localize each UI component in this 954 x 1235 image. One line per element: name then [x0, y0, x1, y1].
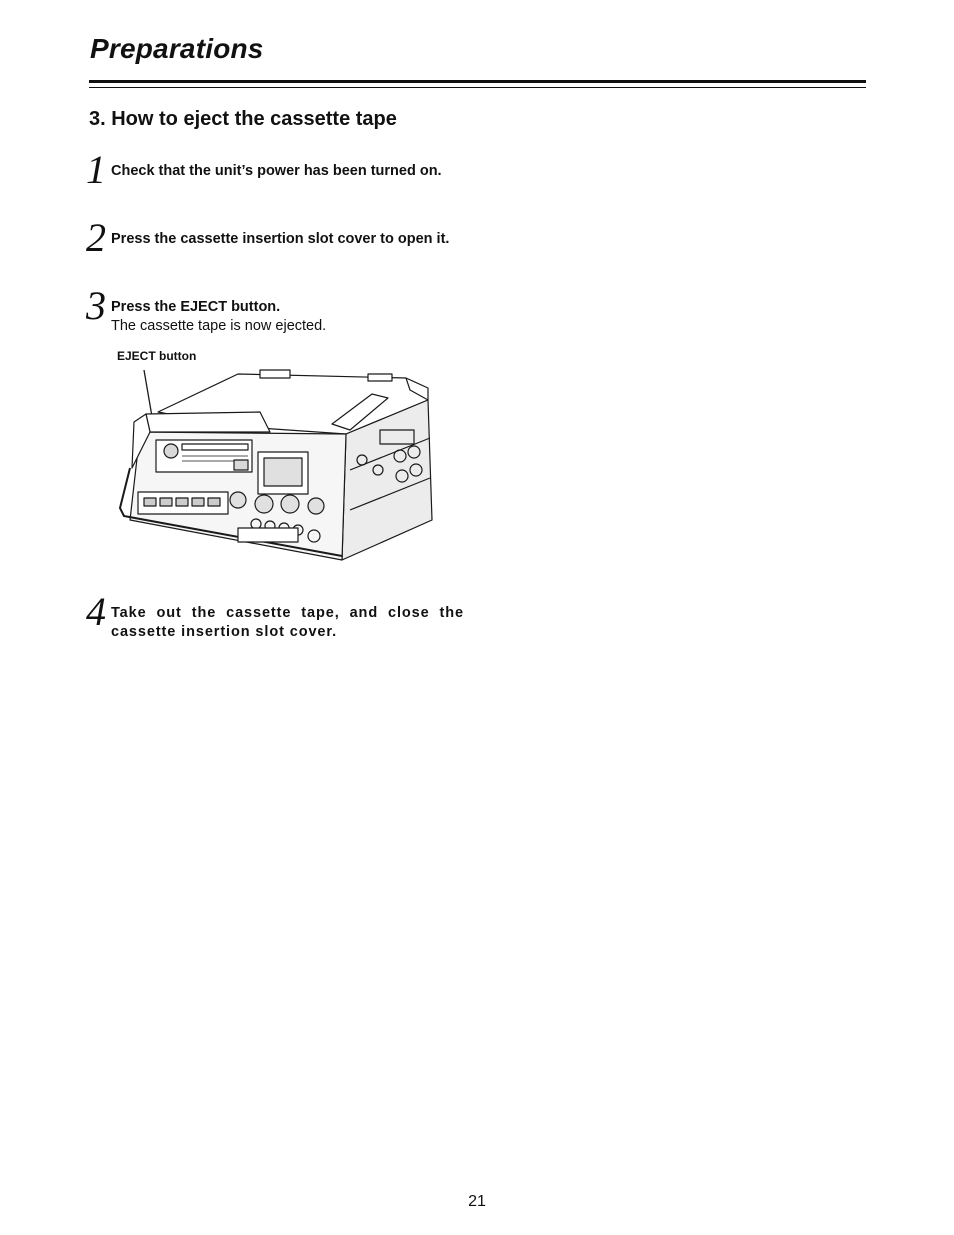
header-rule-thin [89, 87, 866, 88]
step-1 [86, 147, 464, 192]
step-number: 4 [86, 589, 106, 634]
step-number: 3 [86, 283, 106, 328]
step-result: The cassette tape is now ejected. [111, 318, 327, 334]
step-3 [86, 283, 464, 336]
step-instruction: Press the EJECT button. [111, 299, 281, 315]
eject-button-icon [164, 444, 178, 458]
page-title: Preparations [90, 33, 264, 64]
vtr-unit-illustration [110, 360, 450, 580]
step-4 [86, 589, 464, 642]
step-number: 2 [86, 215, 106, 260]
step-2 [86, 215, 464, 260]
step-instruction: Press the cassette insertion slot cover to open it. [111, 231, 450, 247]
step-instruction: Take out the cassette tape, and close the cassette insertion slot cover. [111, 605, 464, 640]
page-number: 21 [468, 1193, 486, 1210]
step-number: 1 [86, 147, 106, 192]
eject-button-callout-label: EJECT button [117, 349, 197, 363]
step-instruction: Check that the unit’s power has been turned on. [111, 163, 442, 179]
header-rule-thick [89, 80, 866, 83]
section-title: 3. How to eject the cassette tape [89, 108, 397, 130]
